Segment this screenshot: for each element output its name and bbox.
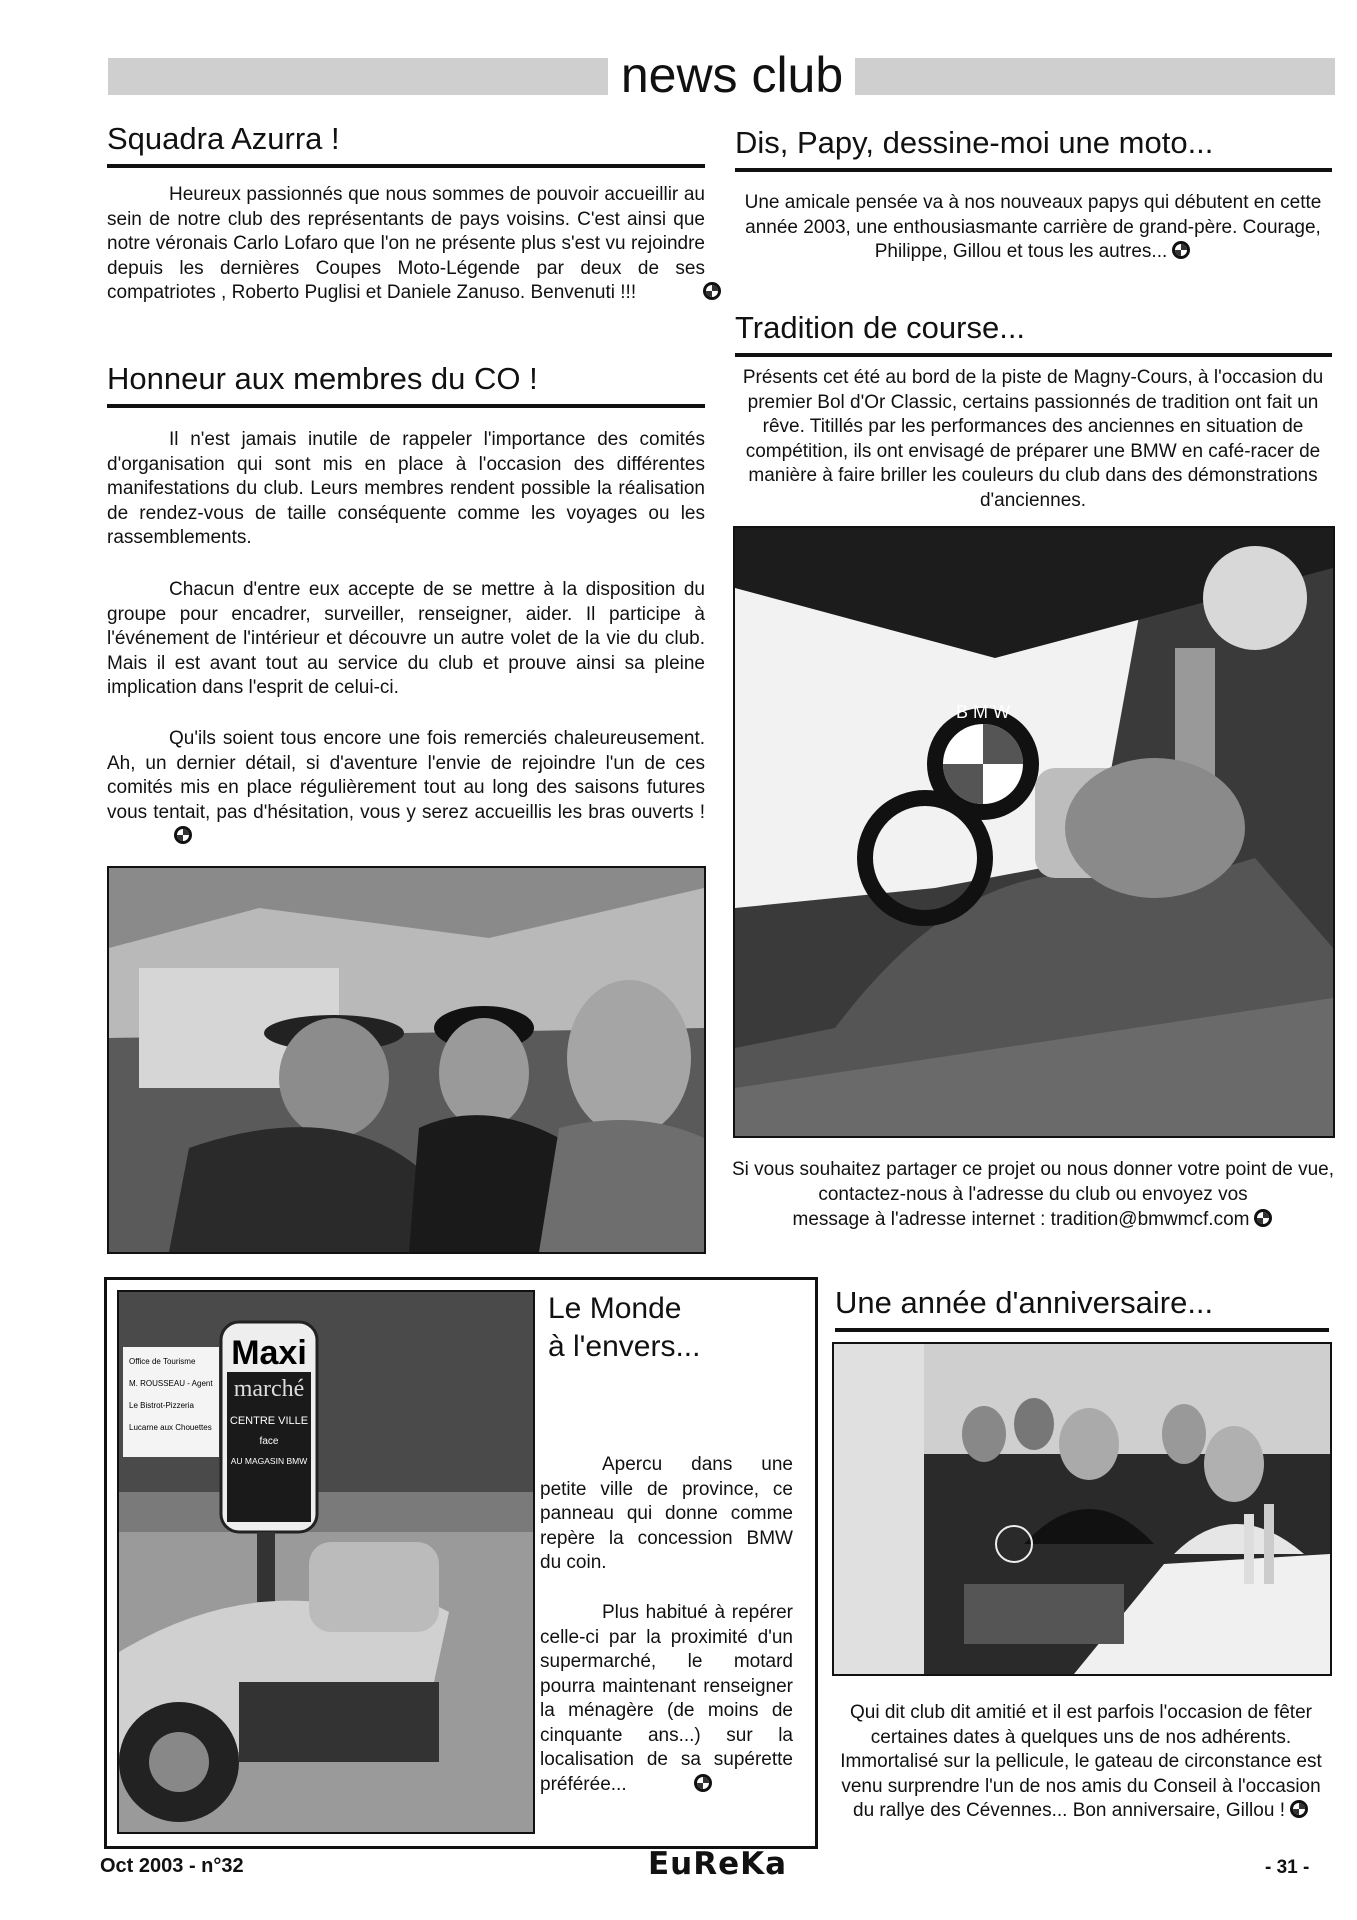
bmw-roundel-icon [1289,1799,1309,1819]
heading-papy: Dis, Papy, dessine-moi une moto... [735,124,1332,172]
heading-monde [548,1290,748,1366]
bmw-roundel-icon [111,825,131,845]
contact-line-2: message à l'adresse internet : tradition@bmwmcf.com [728,1208,1338,1233]
heading-tradition: Tradition de course... [735,309,1332,357]
section-title: news club [620,47,844,103]
footer-issue: Oct 2003 - n°32 [100,1855,244,1877]
footer-page-number: - 31 - [1265,1857,1310,1878]
heading-honneur: Honneur aux membres du CO ! [107,360,705,408]
photo-anniversaire [832,1342,1332,1676]
sign-marche: marché [233,1376,305,1402]
paragraph-monde-2: Plus habitué à repérer celle-ci par la proximité d'un supermarché, le motard pourra maintenant renseigner la ménagère (de moins de cinquante ans...) sur la localisation de sa supérette préférée... [540,1602,793,1795]
footer-brand-logo: EuReKa [648,1846,788,1882]
bmw-roundel-icon [1253,1208,1273,1228]
paragraph-honneur-2: Chacun d'entre eux accepte de se mettre à la disposition du groupe pour encadrer, surveiller, renseigner, aider. Il participe à l'événement de l'intérieur et découvre un autre volet de la vie du club. Mais il est avant tout au service du club et prouve ainsi sa pleine implication dans l'esprit de celui-ci. [107,579,705,698]
paragraph-papy: Une amicale pensée va à nos nouveaux papys qui débutent en cette année 2003, une enthousiasmante carrière de grand-père. Courage, Philippe, Gillou et tous les autres... [744,192,1322,262]
sign-dir-2: M. ROUSSEAU - Agent [129,1379,213,1388]
photo-bmw-engine [733,526,1335,1138]
sign-maxi: Maxi [231,1334,307,1372]
bmw-roundel-icon [640,281,660,301]
bmw-badge-text: B M W [956,702,1010,722]
paragraph-squadra: Heureux passionnés que nous sommes de pouvoir accueillir au sein de notre club des représentants de pays voisins. C'est ainsi que notre véronais Carlo Lofaro que l'on ne présente plus s'est vu rejoindre depuis les dernières Coupes Moto-Légende par deux de ses compatriotes , Roberto Puglisi et Daniele Zanuso. Benvenuti !!! [107,183,705,306]
sign-face: face [259,1436,279,1447]
heading-anniversaire: Une année d'anniversaire... [835,1284,1329,1332]
sign-centre: CENTRE VILLE [229,1415,309,1427]
bmw-roundel-icon [1171,240,1191,260]
paragraph-monde-1: Apercu dans une petite ville de province, ce panneau qui donne comme repère la concession BMW du coin. [540,1454,793,1573]
paragraph-anniversaire: Qui dit club dit amitié et il est parfois l'occasion de fêter certaines dates à quelques uns de nos adhérents. Immortalisé sur la pellicule, le gateau de circonstance est venu surprendre l'un de nos amis du Conseil à l'occasion du rallye des Cévennes... Bon anniversaire, Gillou ! [840,1702,1322,1821]
sign-dir-4: Lucarne aux Chouettes [129,1423,212,1432]
paragraph-tradition: Présents cet été au bord de la piste de Magny-Cours, à l'occasion du premier Bol d'Or Classic, certains passionnés de tradition ont fait un rêve. Titillés par les performances des anciennes en situation de compétition, ils ont envisagé de préparer une BMW en café-racer de manière à faire briller les couleurs du club dans des démonstrations d'anciennes. [742,367,1324,511]
heading-squadra: Squadra Azurra ! [107,120,705,168]
sign-magasin: AU MAGASIN BMW [230,1456,308,1466]
photo-co-members [107,866,706,1254]
heading-monde-line-1: Le Monde [548,1292,682,1325]
bmw-roundel-icon [631,1773,651,1793]
header-band-right [855,58,1335,95]
photo-maxi-sign [117,1290,535,1834]
contact-line-1: Si vous souhaitez partager ce projet ou nous donner votre point de vue, contactez-nous à l'adresse du club ou envoyez vos [731,1159,1335,1205]
paragraph-honneur-3: Qu'ils soient tous encore une fois remerciés chaleureusement. Ah, un dernier détail, si d'aventure l'envie de rejoindre l'un de ces comités mis en place régulièrement tout au long des saisons futures vous tentait, pas d'hésitation, vous y serez accueillis les bras ouverts ! [107,727,705,850]
heading-monde-line-2: à l'envers... [548,1330,701,1363]
sign-dir-1: Office de Tourisme [129,1357,196,1366]
paragraph-honneur-1: Il n'est jamais inutile de rappeler l'importance des comités d'organisation qui sont mis en place à l'occasion des différentes manifestations du club. Leurs membres rendent possible la réalisation de rendez-vous de taille conséquente comme les voyages ou les rassemblements. [107,429,705,548]
sign-dir-3: Le Bistrot-Pizzeria [129,1401,194,1410]
header-band-left [108,58,608,95]
